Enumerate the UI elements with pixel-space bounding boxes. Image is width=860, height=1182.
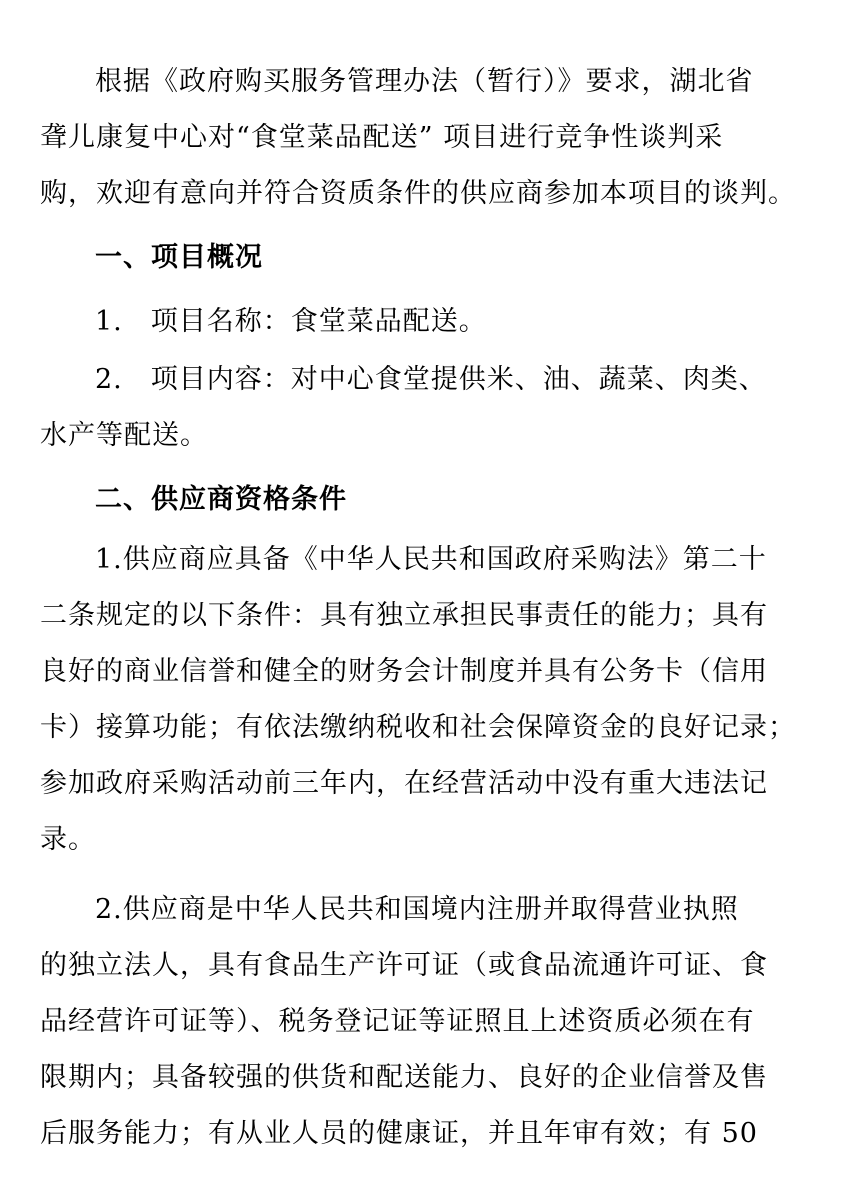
- qualification-item-2-line-5: 后服务能力；有从业人员的健康证，并且年审有效；有 50: [40, 1118, 758, 1149]
- qualification-item-1-line-6: 录。: [40, 824, 96, 855]
- intro-line-2: 聋儿康复中心对“食堂菜品配送” 项目进行竞争性谈判采: [40, 122, 724, 153]
- qualification-item-1-line-5: 参加政府采购活动前三年内，在经营活动中没有重大违法记: [40, 768, 768, 799]
- overview-item-2-line-2: 水产等配送。: [40, 420, 208, 451]
- qualification-item-1-line-4: 卡）接算功能；有依法缴纳税收和社会保障资金的良好记录；: [40, 712, 796, 743]
- qualification-item-1-line-2: 二条规定的以下条件：具有独立承担民事责任的能力；具有: [40, 600, 768, 631]
- intro-line-3: 购，欢迎有意向并符合资质条件的供应商参加本项目的谈判。: [40, 178, 796, 209]
- overview-item-2-line-1: 2. 项目内容：对中心食堂提供米、油、蔬菜、肉类、: [95, 364, 767, 395]
- section-heading-qualifications: 二、供应商资格条件: [95, 484, 347, 515]
- qualification-item-1-line-1: 1.供应商应具备《中华人民共和国政府采购法》第二十: [95, 544, 767, 575]
- qualification-item-2-line-3: 品经营许可证等）、税务登记证等证照且上述资质必须在有: [40, 1006, 755, 1037]
- intro-line-1: 根据《政府购买服务管理办法（暂行）》要求，湖北省: [95, 66, 754, 97]
- section-heading-overview: 一、项目概况: [95, 242, 263, 273]
- qualification-item-2-line-4: 限期内；具备较强的供货和配送能力、良好的企业信誉及售: [40, 1062, 768, 1093]
- qualification-item-2-line-1: 2.供应商是中华人民共和国境内注册并取得营业执照: [95, 894, 739, 925]
- qualification-item-1-line-3: 良好的商业信誉和健全的财务会计制度并具有公务卡（信用: [40, 656, 768, 687]
- overview-item-1: 1. 项目名称：食堂菜品配送。: [95, 306, 487, 337]
- qualification-item-2-line-2: 的独立法人，具有食品生产许可证（或食品流通许可证、食: [40, 950, 768, 981]
